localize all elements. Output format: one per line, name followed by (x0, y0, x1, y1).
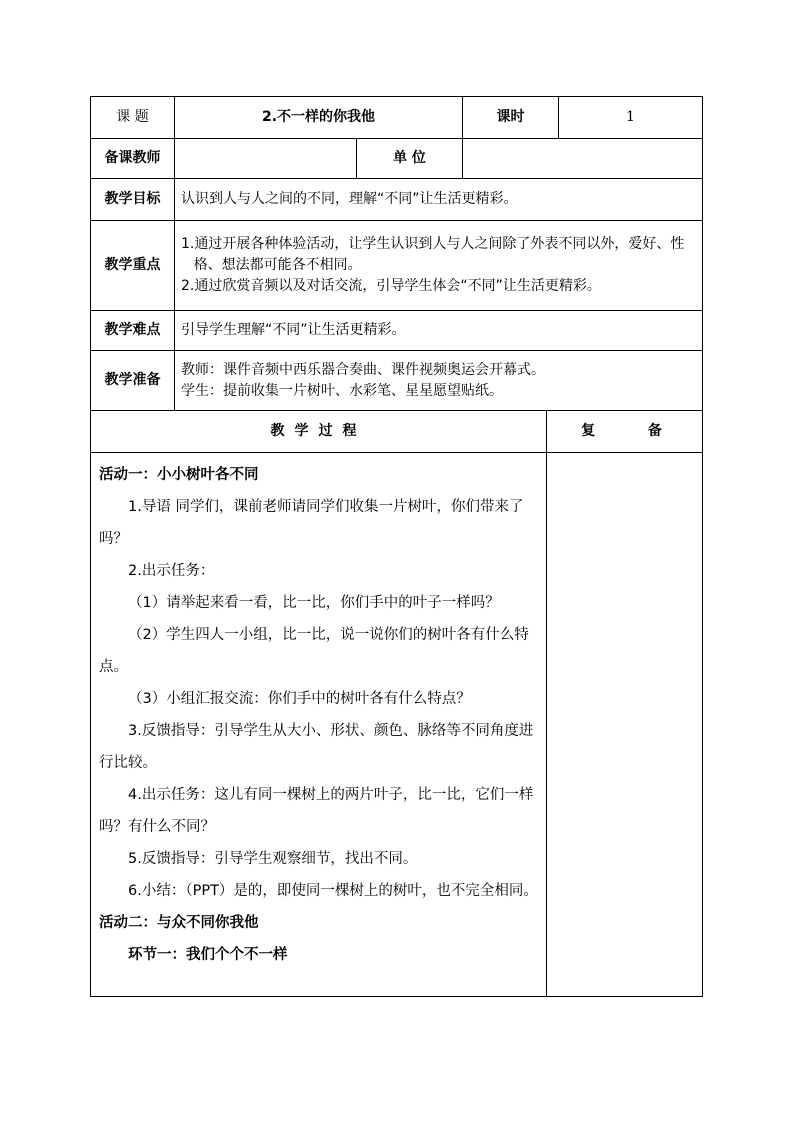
row-process-body (91, 453, 703, 997)
row-difficulty (91, 311, 703, 351)
focus-label: 教学重点 (91, 221, 175, 311)
prep-label: 教学准备 (91, 351, 175, 411)
focus-item: 1.通过开展各种体验活动，让学生认识到人与人之间除了外表不同以外，爱好、性格、想法都可能各不相同。 (181, 236, 685, 273)
goal-value: 认识到人与人之间的不同，理解“不同”让生活更精彩。 (175, 179, 703, 221)
process-paragraph: （3）小组汇报交流：你们手中的树叶各有什么特点？ (128, 691, 471, 707)
process-paragraph: 1.导语 同学们，课前老师请同学们收集一片树叶，你们带来了吗？ (99, 499, 524, 547)
row-goal (91, 179, 703, 221)
row-process-header (91, 411, 703, 453)
process-paragraph: 4.出示任务：这儿有同一棵树上的两片叶子，比一比，它们一样吗？有什么不同？ (99, 787, 534, 835)
process-table (90, 410, 703, 997)
topic-value: 2.不一样的你我他 (175, 97, 463, 139)
lesson-plan-sheet (90, 96, 702, 997)
process-paragraph: 6.小结：（PPT）是的，即使同一棵树上的树叶，也不完全相同。 (128, 883, 538, 899)
difficulty-value: 引导学生理解“不同”让生活更精彩。 (175, 311, 703, 351)
prep-item: 教师：课件音频中西乐器合奏曲、课件视频奥运会开幕式。 (181, 361, 545, 378)
unit-value (463, 139, 703, 179)
process-paragraph: 3.反馈指导：引导学生从大小、形状、颜色、脉络等不同角度进行比较。 (99, 723, 534, 771)
row-prep (91, 351, 703, 411)
goal-label: 教学目标 (91, 179, 175, 221)
lesson-info-table (90, 96, 703, 411)
notes-header: 复 备 (547, 411, 703, 453)
row-focus (91, 221, 703, 311)
process-paragraph: （2）学生四人一小组，比一比，说一说你们的树叶各有什么特点。 (99, 627, 529, 675)
topic-label: 课 题 (91, 97, 175, 139)
period-label: 课时 (463, 97, 559, 139)
process-paragraph: 5.反馈指导：引导学生观察细节，找出不同。 (128, 851, 418, 867)
teacher-label: 备课教师 (91, 139, 175, 179)
section-heading: 环节一：我们个个不一样 (128, 947, 288, 963)
prep-value (175, 351, 703, 411)
activity-heading: 活动一：小小树叶各不同 (99, 467, 259, 483)
period-value: 1 (559, 97, 703, 139)
prep-item: 学生：提前收集一片树叶、水彩笔、星星愿望贴纸。 (181, 382, 503, 399)
row-topic (91, 97, 703, 139)
process-paragraph: 2.出示任务： (128, 563, 215, 579)
focus-item: 2.通过欣赏音频以及对话交流，引导学生体会“不同”让生活更精彩。 (181, 278, 601, 294)
process-header: 教学过程 (91, 411, 547, 453)
focus-value (175, 221, 703, 311)
teacher-value (175, 139, 357, 179)
activity-heading: 活动二：与众不同你我他 (99, 915, 259, 931)
unit-label: 单 位 (357, 139, 463, 179)
process-body (91, 453, 547, 997)
process-paragraph: （1）请举起来看一看，比一比，你们手中的叶子一样吗？ (128, 595, 500, 611)
row-teacher (91, 139, 703, 179)
notes-body (547, 453, 703, 997)
difficulty-label: 教学难点 (91, 311, 175, 351)
